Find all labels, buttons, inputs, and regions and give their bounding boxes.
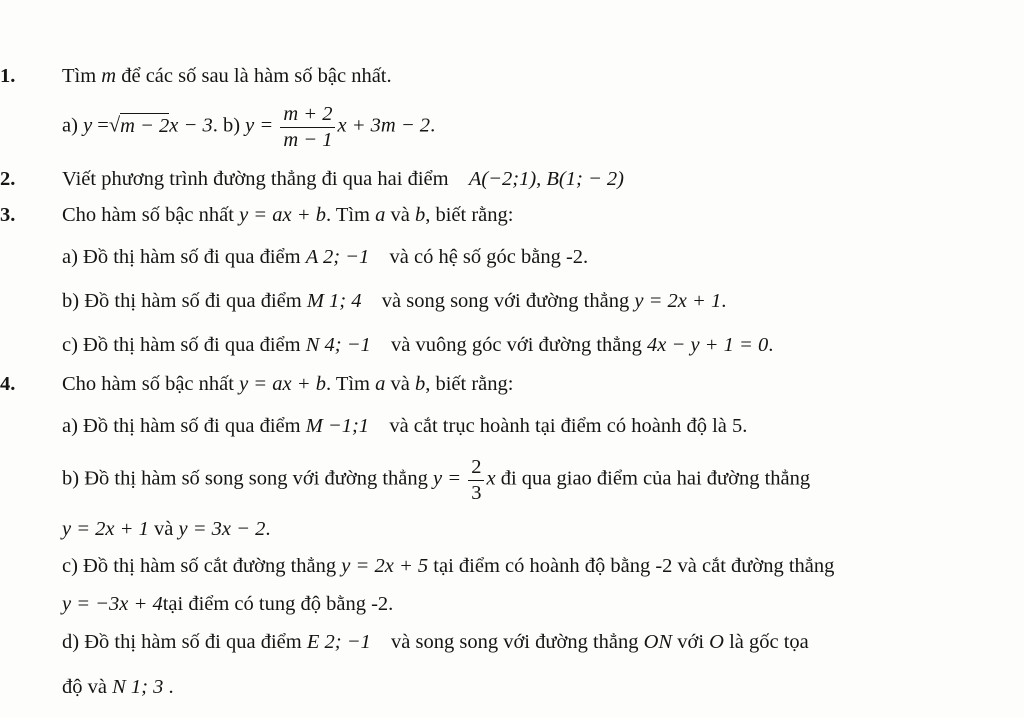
p4-a-rest: và cắt trục hoành tại điểm có hoành độ là 5. [389,415,748,437]
p4-part-b-cont [62,519,270,540]
p4-part-a [62,416,747,437]
p3-part-b [62,291,726,312]
p1-b-rest: x + 3m − 2 [337,114,431,137]
p2-text: Viết phương trình đường thẳng đi qua hai điểm [62,168,449,190]
p3-func: y = ax + b [239,204,326,226]
problem-1-number: 1. [0,65,16,87]
p3-and: và [390,204,410,226]
p3-c-text: c) Đồ thị hàm số đi qua điểm [62,334,301,356]
p3-c-point: N 4; −1 [305,334,371,356]
p1-b-label: b) [222,114,241,137]
p4-a-text: a) Đồ thị hàm số đi qua điểm [62,415,301,437]
p4-part-d-cont [62,677,174,698]
p1-a-sqrt: √ [108,114,121,137]
p1-title-pre: Tìm [62,65,97,87]
p4-b-lhs: y = [433,467,462,490]
problem-2-number: 2. [0,168,16,190]
p4-b2-line2: y = 3x − 2 [178,518,266,540]
p4-b-rest: đi qua giao điểm của hai đường thẳng [500,467,811,490]
p3-part-c [62,335,773,356]
p1-a-label: a) [62,114,78,137]
p1-a-eq: = [97,114,109,137]
problem-3-number: 3. [0,204,16,226]
p4-b2-and: và [154,518,174,540]
p3-b-mid: và song song với đường thẳng [381,290,630,312]
p3-part-a [62,247,588,268]
p2-math: A(−2;1), B(1; − 2) [468,168,624,190]
p1-var-m: m [101,65,117,87]
p4-d-mid: và song song với đường thẳng [391,631,639,653]
p1-a-y: y [83,114,93,137]
p4-part-d [62,632,809,653]
p4-c-text: c) Đồ thị hàm số cắt đường thẳng [62,555,337,577]
p4-c2-rest: tại điểm có tung độ bằng -2. [162,593,394,615]
problem-1-parts [62,104,435,150]
p4-d-rest: là gốc tọa [729,631,809,653]
p1-a-end: . [212,114,218,137]
p3-c-mid: và vuông góc với đường thẳng [391,334,642,356]
p4-intro2: . Tìm [325,373,370,395]
p1-b-denominator: m − 1 [280,127,335,151]
p3-intro: Cho hàm số bậc nhất [62,204,234,226]
p1-b-fraction [280,104,335,150]
p1-b-numerator: m + 2 [283,103,333,125]
p4-intro3: , biết rằng: [425,373,514,395]
p3-c-end: . [768,334,774,356]
p4-var-a: a [375,373,386,395]
p3-intro3: , biết rằng: [425,204,514,226]
p4-part-c [62,556,834,577]
p4-a-point: M −1;1 [305,415,370,437]
p4-d-point: E 2; −1 [306,631,371,653]
p4-b-denominator: 3 [468,480,484,504]
p4-b2-end: . [265,518,271,540]
p1-b-lhs: y = [245,114,274,137]
p4-d-text: d) Đồ thị hàm số đi qua điểm [62,631,302,653]
p4-d2-end: . [168,676,174,698]
p4-part-c-cont [62,594,393,615]
p3-c-line: 4x − y + 1 = 0 [647,334,769,356]
p4-c-line: y = 2x + 5 [341,555,429,577]
p4-b-numerator: 2 [471,456,482,478]
p4-d-with: với [677,631,705,653]
p4-var-b: b [414,373,426,395]
p4-intro: Cho hàm số bậc nhất [62,373,234,395]
p4-b2-line1: y = 2x + 1 [62,518,149,540]
p1-title-post: để các số sau là hàm số bậc nhất. [121,65,392,87]
p3-a-rest: và có hệ số góc bằng -2. [389,246,589,268]
problem-4-number: 4. [0,373,16,395]
p3-a-text: a) Đồ thị hàm số đi qua điểm [62,246,301,268]
p4-c2-line: y = −3x + 4 [62,593,163,615]
p4-b-x: x [486,467,496,490]
p1-a-rest: x − 3 [169,114,213,137]
p3-b-line: y = 2x + 1 [634,290,722,312]
p3-b-end: . [721,290,727,312]
p4-d-on: ON [643,631,673,653]
p4-c-rest: tại điểm có hoành độ bằng -2 và cắt đường thẳng [433,555,835,577]
p4-and: và [390,373,410,395]
p4-d2-text: độ và [62,676,107,698]
p3-intro2: . Tìm [325,204,370,226]
p4-d2-point: N 1; 3 [112,676,164,698]
p3-var-b: b [414,204,426,226]
p4-part-b [62,457,810,503]
p4-func: y = ax + b [239,373,326,395]
p3-b-text: b) Đồ thị hàm số đi qua điểm [62,290,302,312]
p4-b-text: b) Đồ thị hàm số song song với đường thẳng [62,467,428,490]
p4-d-o: O [709,631,724,653]
p3-b-point: M 1; 4 [306,290,362,312]
p4-b-fraction [468,457,484,503]
p3-a-point: A 2; −1 [305,246,370,268]
p3-var-a: a [375,204,386,226]
p1-a-radicand: m − 2 [120,114,170,137]
p1-b-end: . [430,114,436,137]
